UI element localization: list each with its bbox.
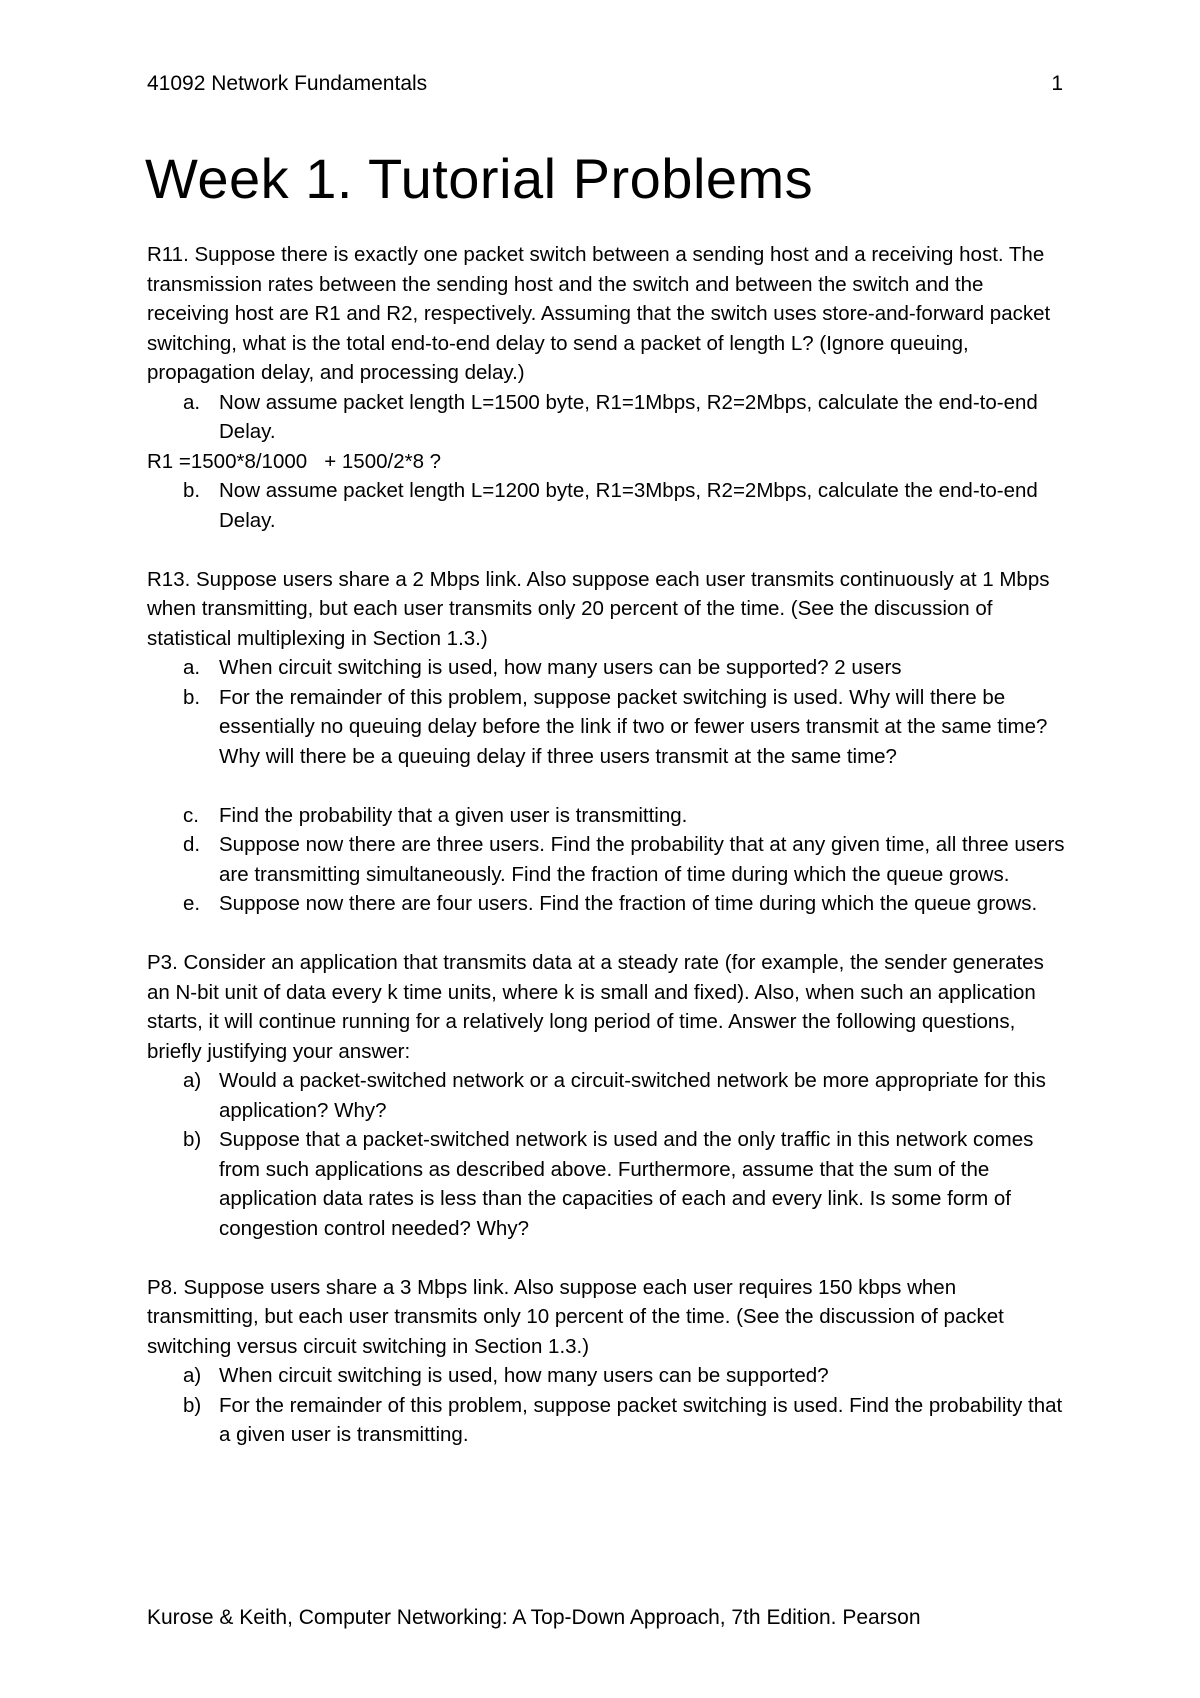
page-header [147, 72, 1063, 96]
question-p3 [147, 948, 1067, 1243]
spacer [147, 535, 1067, 565]
document-body [147, 240, 1067, 1450]
question-r13-intro: R13. Suppose users share a 2 Mbps link. Also suppose each user transmits continuously at 1 Mbps when transmitting, but each user transmits only 20 percent of the time. (See the discussion of statistical multiplexing in Section 1.3.) [147, 567, 1050, 650]
page-number: 1 [1051, 72, 1063, 95]
page-title: Week 1. Tutorial Problems [145, 147, 814, 210]
list-item-text: When circuit switching is used, how many users can be supported? [219, 1364, 829, 1387]
list-item [147, 830, 1067, 889]
list-item [147, 889, 1067, 919]
list-marker: b) [183, 1128, 202, 1151]
list-item-text: Now assume packet length L=1500 byte, R1=1Mbps, R2=2Mbps, calculate the end-to-end Delay. [219, 390, 1038, 443]
list-marker: b) [183, 1393, 202, 1417]
spacer [147, 771, 1067, 801]
list-item-text: Now assume packet length L=1200 byte, R1=3Mbps, R2=2Mbps, calculate the end-to-end Delay. [219, 479, 1038, 532]
question-r13-list [147, 653, 1067, 919]
list-item [147, 476, 1067, 535]
handwritten-note: R1 =1500*8/1000 + 1500/2*8 ? [147, 449, 442, 473]
question-p3-intro: P3. Consider an application that transmits data at a steady rate (for example, the sender generates an N-bit unit of data every k time units, where k is small and fixed). Also, when such an application starts, it will continue running for a relatively long period of time. Answer the following questions, briefly justifying your answer: [147, 951, 1044, 1063]
list-item-text: When circuit switching is used, how many users can be supported? 2 users [219, 656, 902, 679]
list-item [147, 683, 1067, 772]
list-item [147, 801, 1067, 831]
list-marker: e. [183, 892, 201, 915]
question-p8 [147, 1273, 1067, 1450]
question-p8-intro: P8. Suppose users share a 3 Mbps link. Also suppose each user requires 150 kbps when transmitting, but each user transmits only 10 percent of the time. (See the discussion of packet switching versus circuit switching in Section 1.3.) [147, 1275, 1004, 1358]
spacer [147, 919, 1067, 949]
list-marker: a. [183, 656, 201, 679]
list-marker: b. [183, 685, 201, 709]
page-footer: Kurose & Keith, Computer Networking: A Top-Down Approach, 7th Edition. Pearson [147, 1606, 921, 1629]
list-item [147, 1391, 1067, 1450]
list-marker: c. [183, 803, 199, 827]
list-item-text: Would a packet-switched network or a circuit-switched network be more appropriate for this application? Why? [219, 1069, 1046, 1122]
question-r11-list [147, 388, 1067, 447]
list-item [147, 388, 1067, 447]
question-p3-list [147, 1066, 1067, 1243]
question-r11-intro: R11. Suppose there is exactly one packet switch between a sending host and a receiving host. The transmission rates between the sending host and the switch and between the switch and the receiving host are R1 and R2, respectively. Assuming that the switch uses store-and-forward packet switching, what is the total end-to-end delay to send a packet of length L? (Ignore queuing, propagation delay, and processing delay.) [147, 243, 1051, 384]
list-item [147, 1125, 1067, 1243]
question-p8-list [147, 1361, 1067, 1450]
list-marker: b. [183, 479, 201, 502]
course-title: 41092 Network Fundamentals [147, 72, 428, 95]
list-marker: a. [183, 390, 201, 414]
list-marker: d. [183, 833, 201, 856]
list-item-text: Suppose that a packet-switched network is used and the only traffic in this network comes from such applications as described above. Furthermore, assume that the sum of the application data rates is less than the capacities of each and every link. Is some form of congestion control needed? Why? [219, 1128, 1034, 1240]
list-item [147, 1066, 1067, 1125]
list-item [147, 653, 1067, 683]
list-item-text: Find the probability that a given user is transmitting. [219, 803, 688, 827]
list-marker: a) [183, 1069, 202, 1092]
spacer [147, 1243, 1067, 1273]
question-r13 [147, 565, 1067, 919]
question-r11-list-b [147, 476, 1067, 535]
question-r11 [147, 240, 1067, 535]
list-item-text: Suppose now there are three users. Find the probability that at any given time, all three users are transmitting simultaneously. Find the fraction of time during which the queue grows. [219, 833, 1065, 886]
list-item-text: Suppose now there are four users. Find the fraction of time during which the queue grows. [219, 892, 1038, 915]
list-item [147, 1361, 1067, 1391]
list-item-text: For the remainder of this problem, suppose packet switching is used. Why will there be essentially no queuing delay before the link if two or fewer users transmit at the same time? Why will there be a queuing delay if three users transmit at the same time? [219, 685, 1048, 768]
list-marker: a) [183, 1364, 202, 1387]
list-item-text: For the remainder of this problem, suppose packet switching is used. Find the probability that a given user is transmitting. [219, 1393, 1063, 1446]
